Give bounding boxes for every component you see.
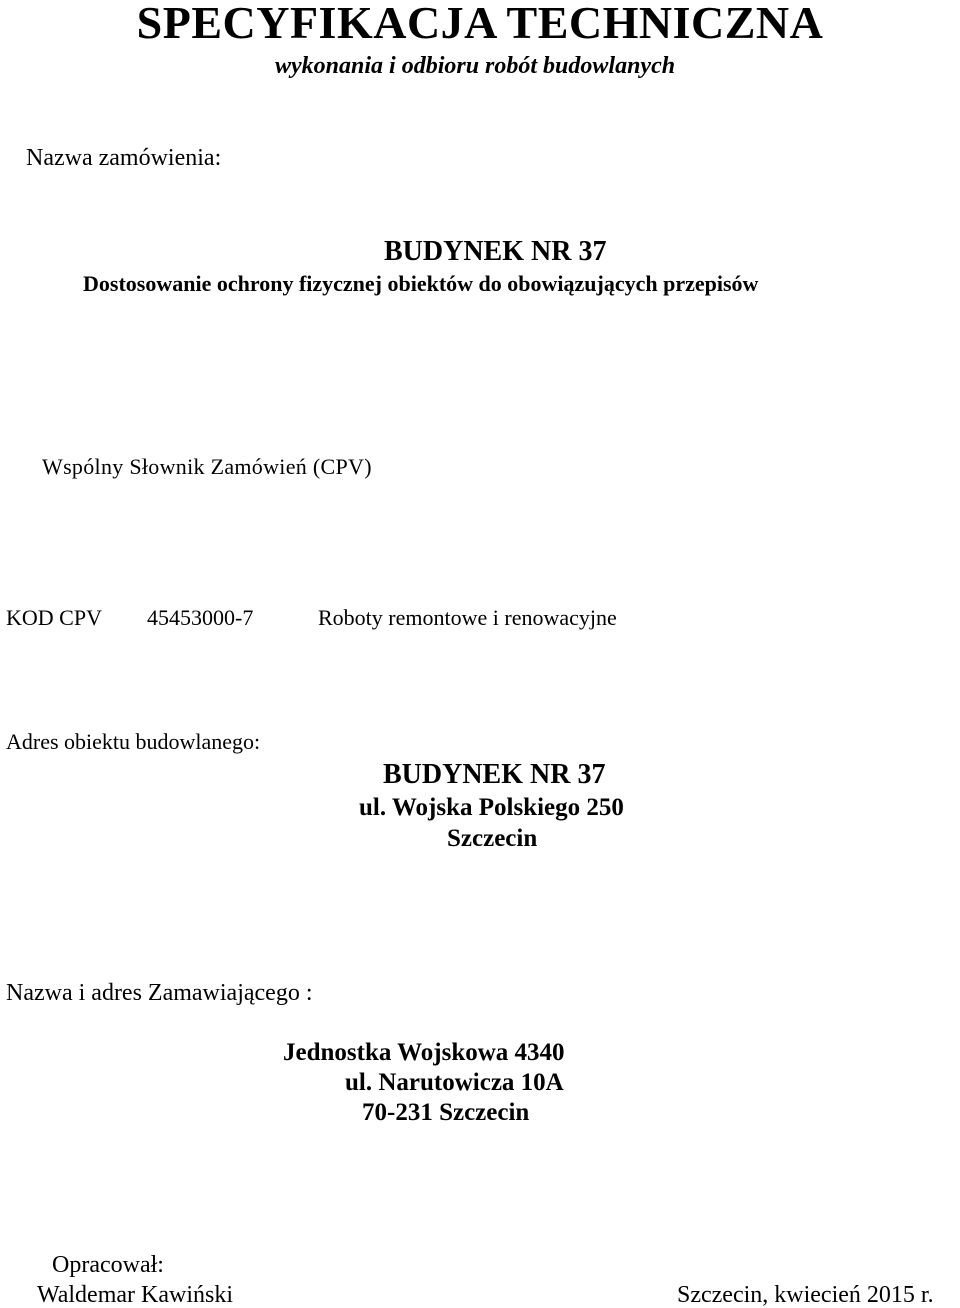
site-address-line1: BUDYNEK NR 37 — [383, 759, 606, 790]
prepared-by-name: Waldemar Kawiński — [37, 1282, 234, 1308]
site-address-label: Adres obiektu budowlanego: — [6, 729, 261, 754]
cpv-dictionary-heading: Wspólny Słownik Zamówień (CPV) — [42, 454, 372, 479]
document-title: SPECYFIKACJA TECHNICZNA — [136, 0, 824, 48]
buyer-line3: 70-231 Szczecin — [362, 1099, 530, 1126]
order-name-label: Nazwa zamówienia: — [26, 145, 222, 171]
order-name-line2: Dostosowanie ochrony fizycznej obiektów do obowiązujących przepisów — [83, 271, 759, 296]
cpv-code-description: Roboty remontowe i renowacyjne — [318, 605, 617, 630]
buyer-line2: ul. Narutowicza 10A — [345, 1069, 564, 1096]
order-name-line1: BUDYNEK NR 37 — [384, 236, 607, 267]
site-address-line2: ul. Wojska Polskiego 250 — [359, 794, 624, 821]
buyer-label: Nazwa i adres Zamawiającego : — [6, 980, 313, 1006]
cpv-code-label: KOD CPV — [6, 605, 102, 630]
document-subtitle: wykonania i odbioru robót budowlanych — [275, 53, 676, 79]
place-and-date: Szczecin, kwiecień 2015 r. — [677, 1282, 934, 1308]
cpv-code-value: 45453000-7 — [147, 605, 254, 630]
buyer-line1: Jednostka Wojskowa 4340 — [283, 1039, 565, 1066]
site-address-line3: Szczecin — [447, 825, 538, 852]
prepared-by-label: Opracował: — [52, 1252, 164, 1278]
